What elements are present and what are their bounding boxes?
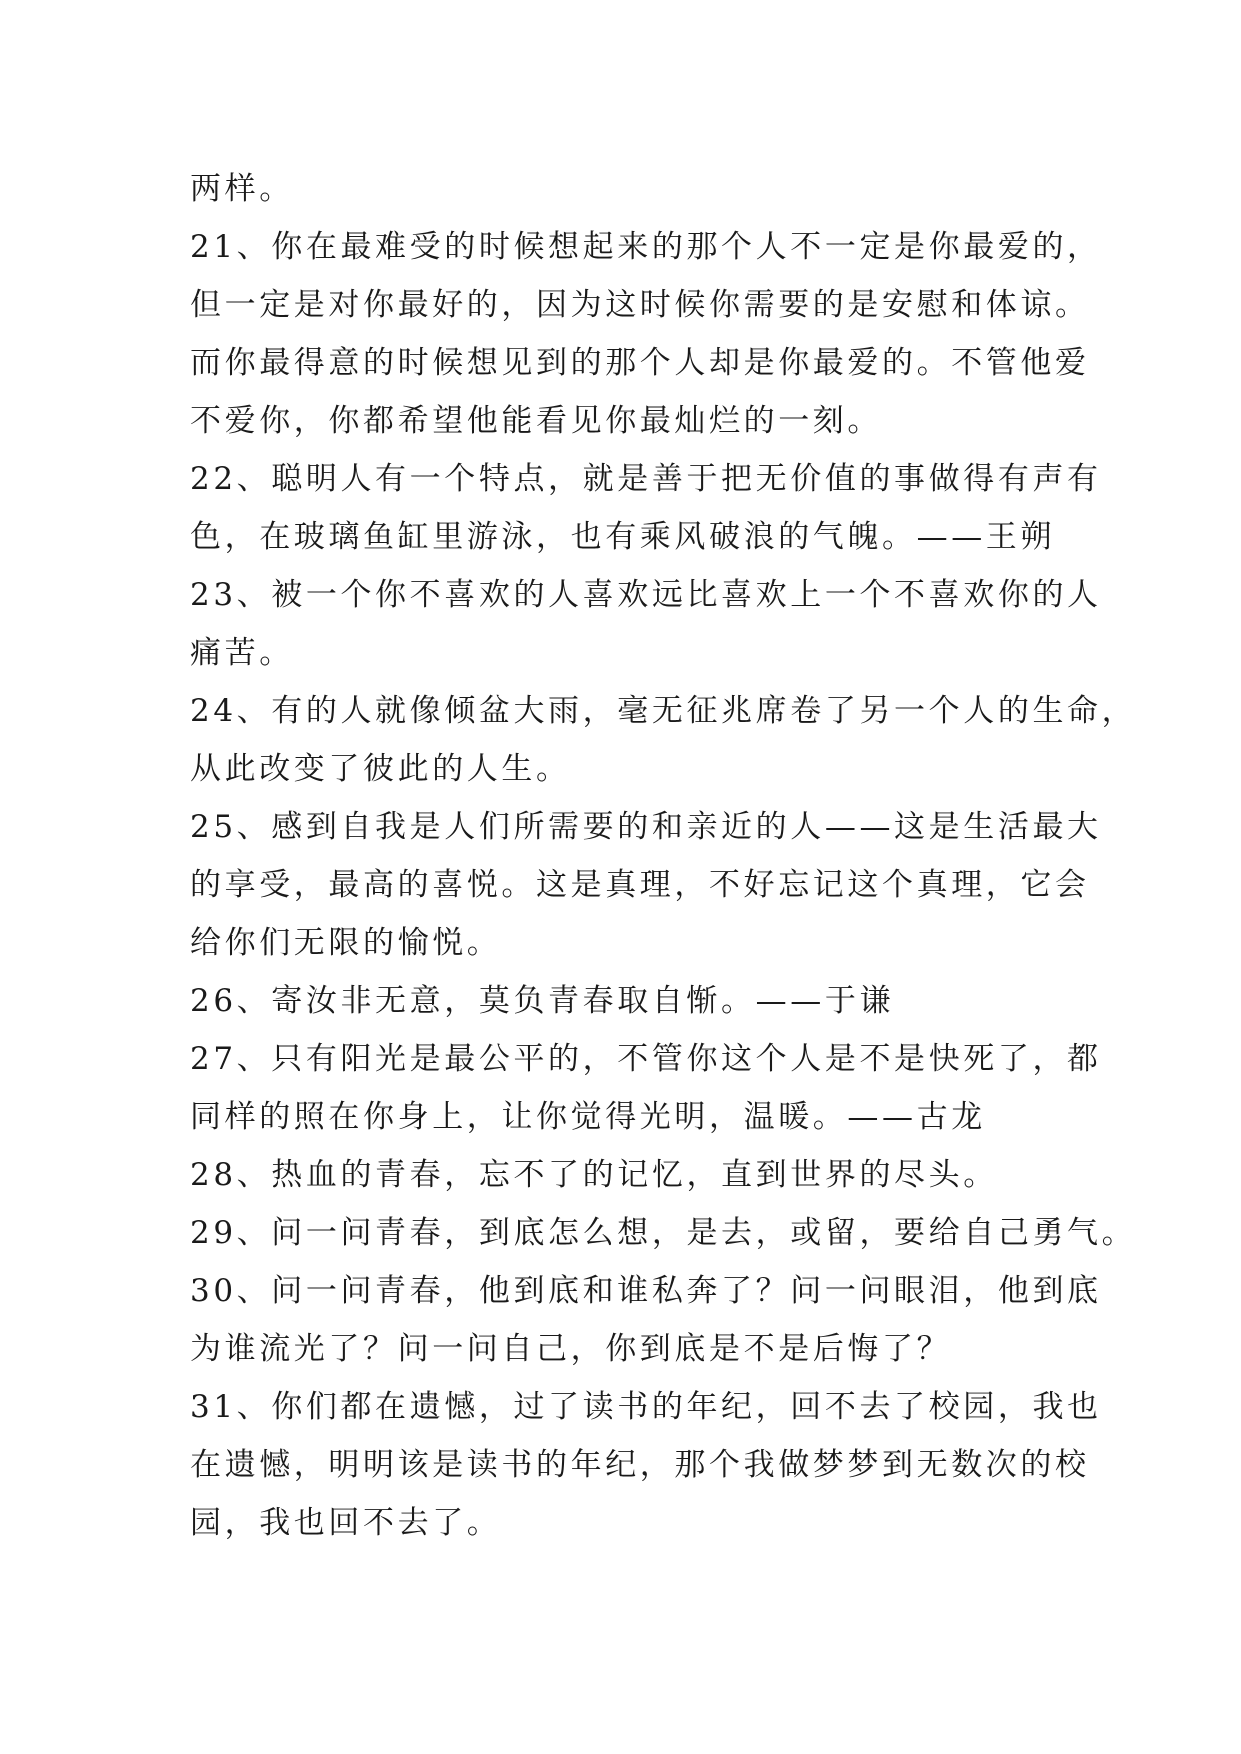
text-line: 但一定是对你最好的，因为这时候你需要的是安慰和体谅。 xyxy=(190,287,1090,323)
text-line: 同样的照在你身上，让你觉得光明，温暖。——古龙 xyxy=(190,1099,986,1135)
text-line: 色，在玻璃鱼缸里游泳，也有乘风破浪的气魄。——王朔 xyxy=(190,519,1055,555)
text-line: 23、被一个你不喜欢的人喜欢远比喜欢上一个不喜欢你的人 xyxy=(190,577,1102,613)
text-line: 给你们无限的愉悦。 xyxy=(190,925,502,961)
text-line: 园，我也回不去了。 xyxy=(190,1505,502,1541)
text-line: 28、热血的青春，忘不了的记忆，直到世界的尽头。 xyxy=(190,1157,998,1193)
text-line: 22、聪明人有一个特点，就是善于把无价值的事做得有声有 xyxy=(190,461,1102,497)
text-line: 25、感到自我是人们所需要的和亲近的人——这是生活最大 xyxy=(190,809,1102,845)
document-body xyxy=(190,160,1137,1552)
text-line: 两样。 xyxy=(190,171,294,207)
text-line: 21、你在最难受的时候想起来的那个人不一定是你最爱的， xyxy=(190,229,1102,265)
text-line: 不爱你，你都希望他能看见你最灿烂的一刻。 xyxy=(190,403,882,439)
text-line: 为谁流光了？问一问自己，你到底是不是后悔了？ xyxy=(190,1331,952,1367)
text-line: 在遗憾，明明该是读书的年纪，那个我做梦梦到无数次的校 xyxy=(190,1447,1090,1483)
text-line: 29、问一问青春，到底怎么想，是去，或留，要给自己勇气。 xyxy=(190,1215,1137,1251)
text-line: 从此改变了彼此的人生。 xyxy=(190,751,571,787)
text-line: 30、问一问青春，他到底和谁私奔了？问一问眼泪，他到底 xyxy=(190,1273,1102,1309)
text-line: 24、有的人就像倾盆大雨，毫无征兆席卷了另一个人的生命， xyxy=(190,693,1137,729)
text-line: 31、你们都在遗憾，过了读书的年纪，回不去了校园，我也 xyxy=(190,1389,1102,1425)
text-line: 痛苦。 xyxy=(190,635,294,671)
text-line: 的享受，最高的喜悦。这是真理，不好忘记这个真理，它会 xyxy=(190,867,1090,903)
text-line: 26、寄汝非无意，莫负青春取自惭。——于谦 xyxy=(190,983,895,1019)
text-line: 而你最得意的时候想见到的那个人却是你最爱的。不管他爱 xyxy=(190,345,1090,381)
text-line: 27、只有阳光是最公平的，不管你这个人是不是快死了，都 xyxy=(190,1041,1102,1077)
